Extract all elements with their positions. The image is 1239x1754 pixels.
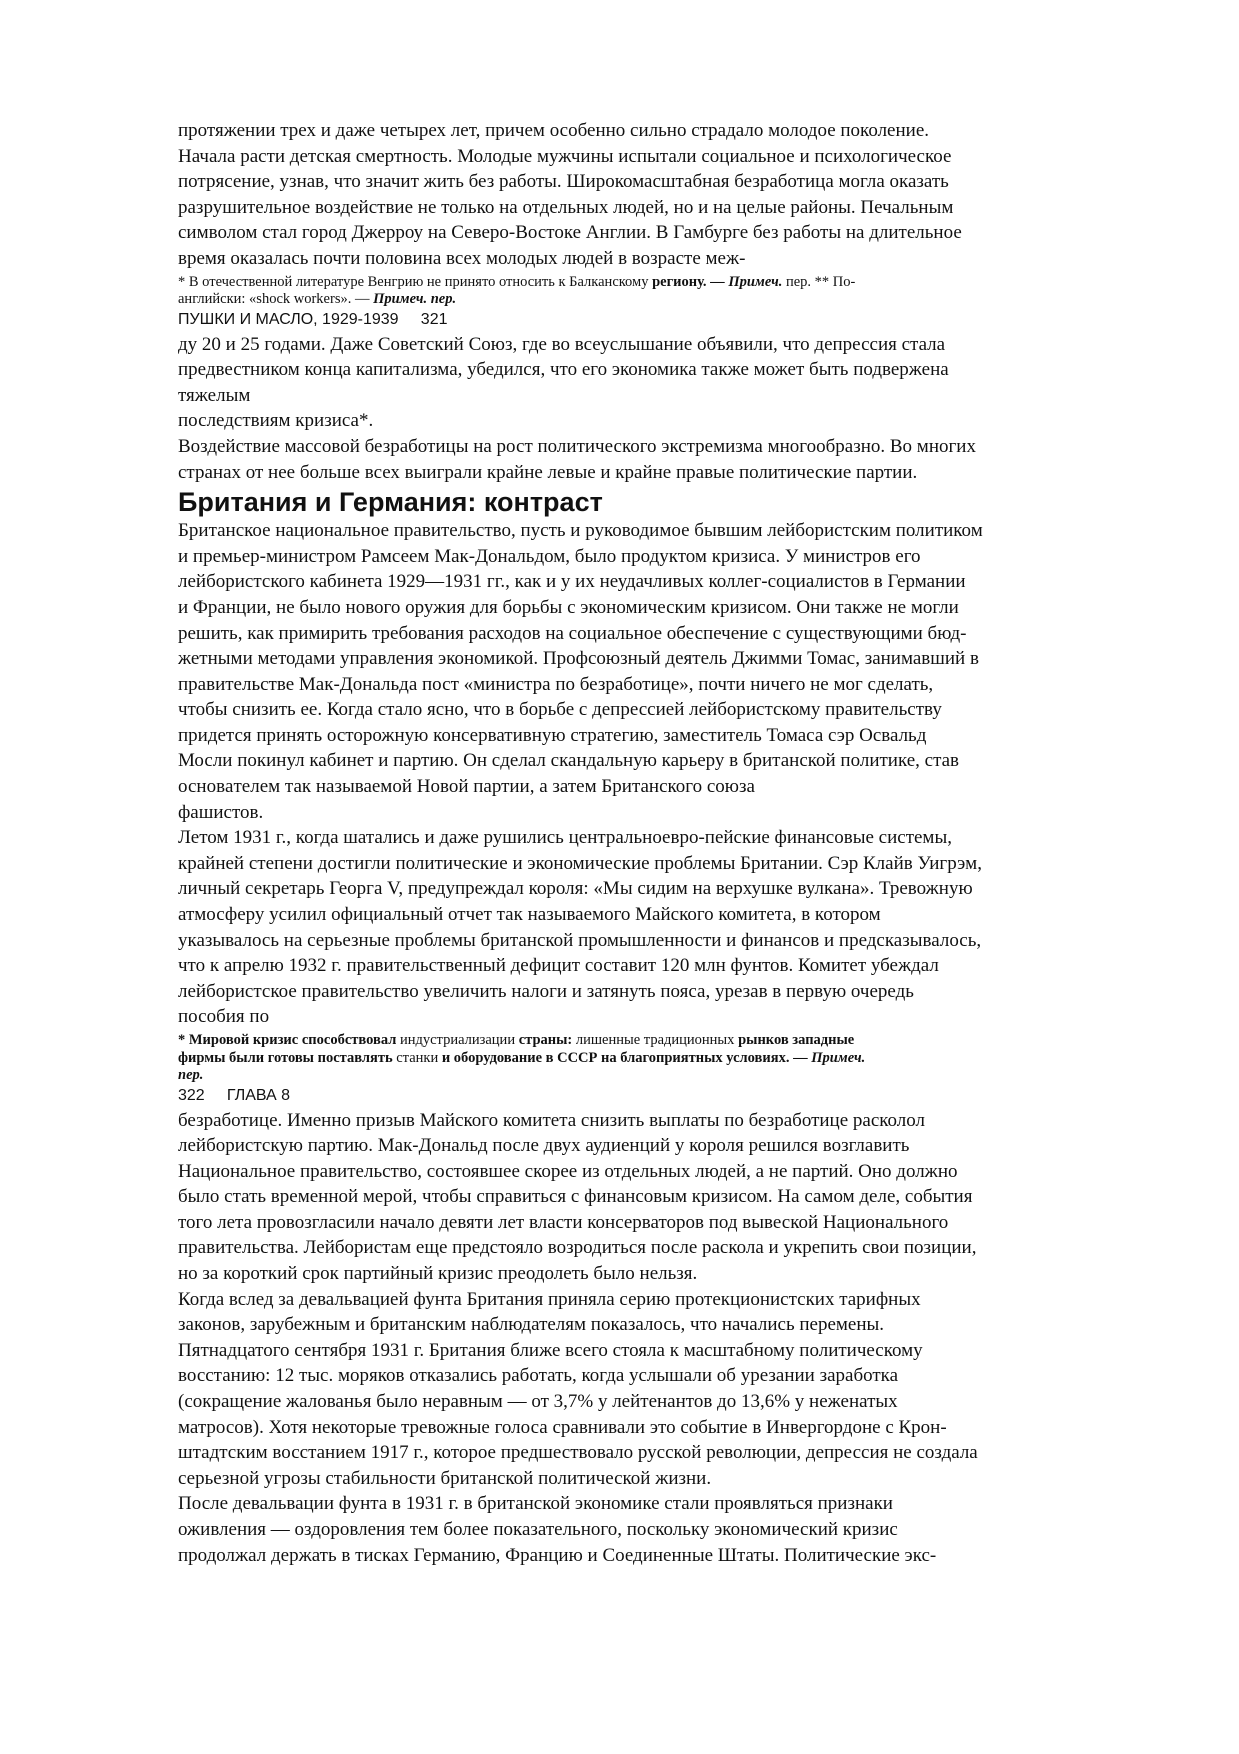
- section-heading: Британия и Германия: контраст: [178, 487, 603, 518]
- paragraph: Воздействие массовой безработицы на рост политического экстремизма многообразно. Во многих странах от нее больше всех выиграли крайне левые и крайне правые политические партии.: [178, 435, 976, 483]
- paragraph: безработице. Именно призыв Майского комитета снизить выплаты по безработице расколол лейбористскую партию. Мак-Дональд после двух аудиенций у короля решился возглавить Национальное правительство, состоявшее скорее из отдельных людей, а не партий. Оно должно было стать временной мерой, чтобы справиться с финансовым кризисом. На самом деле, события того лета провозгласили начало девяти лет власти консерваторов под вывеской Национального правительства. Лейбористам еще предстояло возродиться после раскола и укрепить свои позиции, но за короткий срок партийный кризис преодолеть было нельзя.: [178, 1109, 977, 1285]
- paragraph: После девальвации фунта в 1931 г. в британской экономике стали проявляться признаки оживления — оздоровления тем более показательного, поскольку экономический кризис продолжал держать в тисках Германию, Францию и Соединенные Штаты. Политические экс-: [178, 1493, 937, 1566]
- text-block-3: [178, 518, 1156, 1030]
- text-block-2: [178, 332, 1156, 486]
- text-block-4: [178, 1108, 1156, 1569]
- running-head: ПУШКИ И МАСЛО, 1929-1939 321: [178, 310, 448, 328]
- footnote-2: * Мировой кризис способствовал индустриализации страны: лишенные традиционных рынков западные фирмы были готовы поставлять станки и оборудование в СССР на благоприятных условиях. — Примеч. пер.: [178, 1032, 866, 1083]
- paragraph: ду 20 и 25 годами. Даже Советский Союз, где во всеуслышание объявили, что депрессия стала предвестником конца капитализма, убедился, что его экономика также может быть подвержена тяжелым последствиям кризиса*.: [178, 333, 949, 432]
- paragraph: протяжении трех и даже четырех лет, причем особенно сильно страдало молодое поколение. Начала расти детская смертность. Молодые мужчины испытали социальное и психологическое потрясение, узнав, что значит жить без работы. Широкомасштабная безработица могла оказать разрушительное воздействие не только на отдельных людей, но и на целые районы. Печальным символом стал город Джерроу на Северо-Востоке Англии. В Гамбурге без работы на длительное время оказалась почти половина всех молодых людей в возрасте меж-: [178, 120, 962, 269]
- paragraph: Когда вслед за девальвацией фунта Британия приняла серию протекционистских тарифных законов, зарубежным и британским наблюдателям показалось, что начались перемены. Пятнадцатого сентября 1931 г. Британия ближе всего стояла к масштабному политическому восстанию: 12 тыс. моряков отказались работать, когда услышали об урезании заработка (сокращение жалованья было неравным — от 3,7% у лейтенантов до 13,6% у неженатых матросов). Хотя некоторые тревожные голоса сравнивали это событие в Инвергордоне с Крон- штадтским восстанием 1917 г., которое предшествовало русской революции, депрессия не создала серьезной угрозы стабильности британской политической жизни.: [178, 1288, 978, 1489]
- running-head: 322 ГЛАВА 8: [178, 1086, 291, 1104]
- paragraph: Летом 1931 г., когда шатались и даже рушились центральноевро-пейские финансовые системы, крайней степени достигли политические и экономические проблемы Британии. Сэр Клайв Уигрэм, личный секретарь Георга V, предупреждал короля: «Мы сидим на верхушке вулкана». Тревожную атмосферу усилил официальный отчет так называемого Майского комитета, в котором указывалось на серьезные проблемы британской промышленности и финансов и предсказывалось, что к апрелю 1932 г. правительственный дефицит составит 120 млн фунтов. Комитет убеждал лейбористское правительство увеличить налоги и затянуть пояса, урезав в первую очередь пособия по: [178, 827, 982, 1028]
- text-block-1: [178, 118, 1156, 272]
- document-page: [178, 118, 1156, 1568]
- footnote-1: * В отечественной литературе Венгрию не принято относить к Балканскому региону. — Примеч. пер. ** По- английски: «shock workers». — Примеч. пер.: [178, 273, 856, 308]
- paragraph: Британское национальное правительство, пусть и руководимое бывшим лейбористским политиком и премьер-министром Рамсеем Мак-Дональдом, было продуктом кризиса. У министров его лейбористского кабинета 1929—1931 гг., как и у их неудачливых коллег-социалистов в Германии и Франции, не было нового оружия для борьбы с экономическим кризисом. Они также не могли решить, как примирить требования расходов на социальное обеспечение с существующими бюд- жетными методами управления экономикой. Профсоюзный деятель Джимми Томас, занимавший в правительстве Мак-Дональда пост «министра по безработице», почти ничего не мог сделать, чтобы снизить ее. Когда стало ясно, что в борьбе с депрессией лейбористскому правительству придется принять осторожную консервативную стратегию, заместитель Томаса сэр Освальд Мосли покинул кабинет и партию. Он сделал скандальную карьеру в британской политике, став основaтелем так называемой Новой партии, а затем Британского союза фашистов.: [178, 520, 983, 823]
